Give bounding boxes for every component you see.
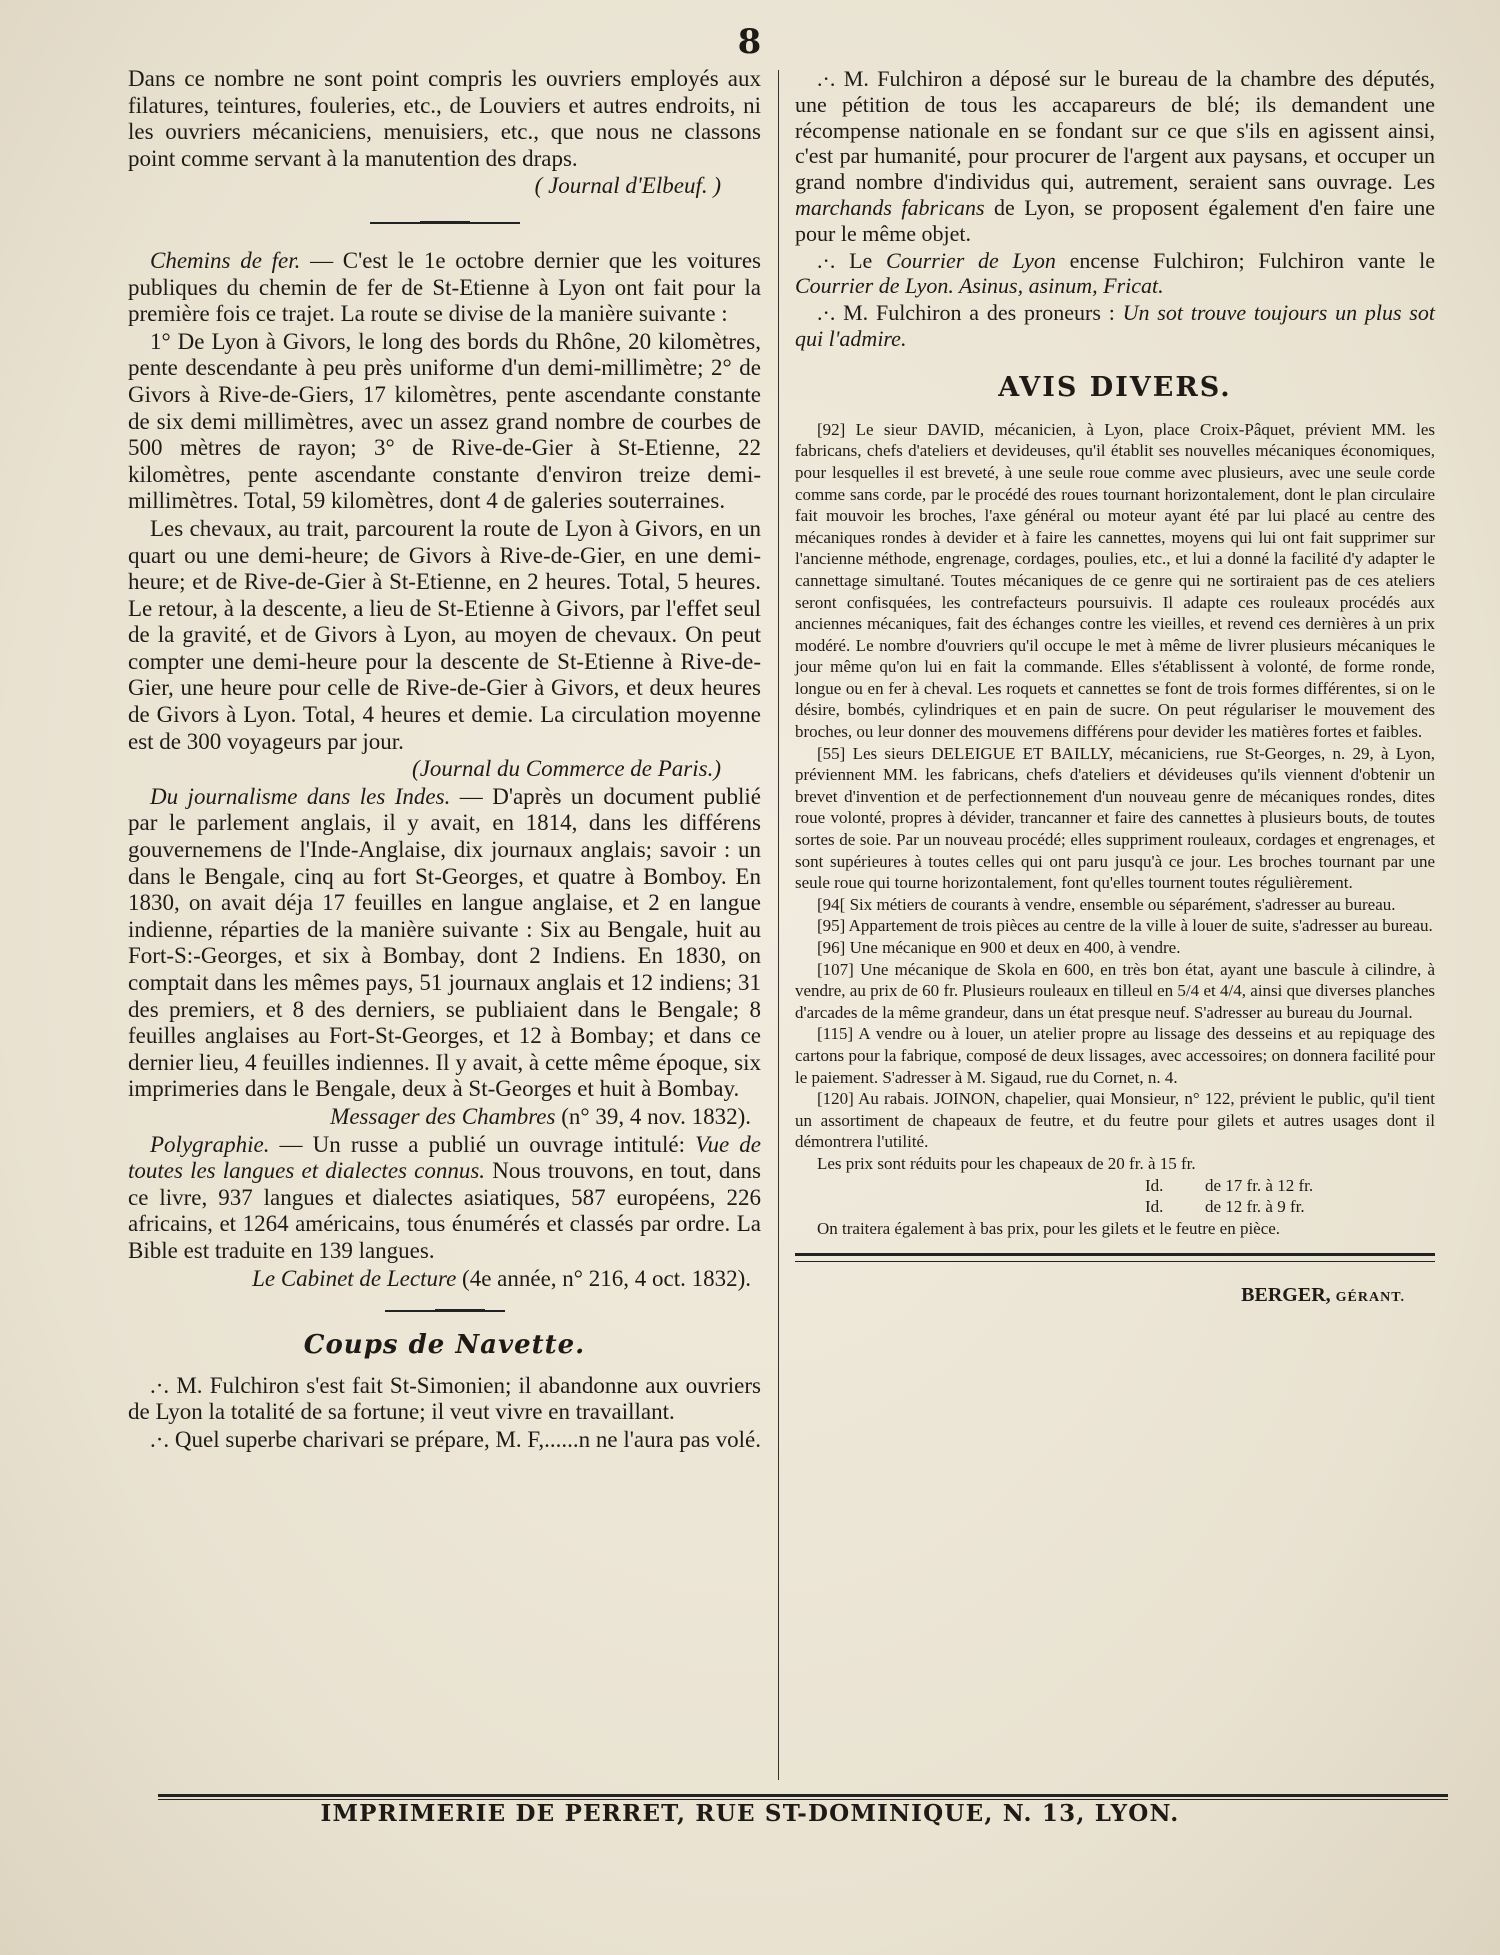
polygraphie-source-title: Le Cabinet de Lecture [252,1265,457,1291]
polygraphie-work-title: Vue de toutes les langues et dialectes connus. [128,1131,761,1184]
footer-rule [158,1794,1448,1797]
coups-title: Coups de Navette. [303,1330,586,1361]
signature-name: BERGER, [1241,1284,1331,1307]
journalisme-source [128,1104,761,1131]
signature [795,1284,1435,1307]
polygraphie-paragraph [128,1132,761,1265]
chemins-paragraph-2: 1° De Lyon à Givors, le long des bords du Rhône, 20 kilomètres, pente descendante à peu près uniforme d'un demi-millimètre; 2° de Givors à Rive-de-Giers, 17 kilomètres, pente ascendante constante de six demi millimètres, avec un assez grand nombre de courbes de 500 mètres de rayon; 3° de Rive-de-Gier à St-Etienne, 22 kilomètres, pente ascendante constante d'environ treize demi-millimètres. Total, 59 kilomètres, dont 4 de galeries souterraines. [128,328,761,514]
avis-item: [107] Une mécanique de Skola en 600, en très bon état, ayant une bascule à cilindre, à vendre, au prix de 60 fr. Plusieurs rouleaux en tilleul en 5/4 et 4/4, ainsi que diverses planches d'arcades de la même grandeur, dans un état presque neuf. S'adresser au bureau du Journal. [795,959,1435,1022]
price-line-3-label: Id. [1145,1197,1164,1217]
separator-rule-2 [385,1310,505,1312]
avis-item: [96] Une mécanique en 900 et deux en 400, à vendre. [817,938,1181,958]
price-line-2 [795,1175,1435,1197]
left-column [128,66,761,1455]
right-column [795,66,1435,1307]
chemins-source: (Journal du Commerce de Paris.) [412,756,721,782]
avis-item: [94[ Six métiers de courants à vendre, ensemble ou séparément, s'adresser au bureau. [817,894,1396,914]
price-line-3-value: de 12 fr. à 9 fr. [1205,1197,1305,1217]
journalisme-text: — D'après un document publié par le parlement anglais, il y avait, en 1814, dans les différens gouvernemens de l'Inde-Anglaise, dix journaux anglais; savoir : un dans le Bengale, cinq au fort St-Georges, et quatre à Bomboy. En 1830, on avait déja 17 feuilles en langue anglaise, et 2 en langue indienne, réparties de la manière suivante : Six au Bengale, huit au Fort-S:-Georges, et six à Bombay, dont 2 Indiens. En 1830, on comptait dans les mêmes pays, 51 journaux anglais et 12 indiens; 31 des premiers, et 8 des derniers, se publiaient dans le Bengale; 8 feuilles anglaises au Fort-St-Georges, et 12 à Bombay; et dans ce dernier lieu, 4 feuilles indiennes. Il y avait, à cette même époque, six imprimeries dans le Bengale, deux à St-Georges et huit à Bombay. [128,783,761,1102]
price-line-3 [795,1196,1435,1218]
avis-item: [115] A vendre ou à louer, un atelier propre au lissage des desseins et au repiquage des cartons pour la fabrique, composé de deux lissages, avec accessoires; on donnera facilité pour le paiement. S'adresser à M. Sigaud, rue du Cornet, n. 4. [795,1024,1435,1087]
journalisme-source-detail: (n° 39, 4 nov. 1832). [555,1103,751,1129]
chemins-lead: Chemins de fer. [150,247,301,273]
separator-rule [370,222,520,224]
polygraphie-text-a: — Un russe a publié un ouvrage intitulé: [269,1131,696,1157]
avis-item: [120] Au rabais. JOINON, chapelier, quai Monsieur, n° 122, prévient le public, qu'il tient un assortiment de chapeaux de feutre, et du feutre pour gilets et autres usages dont il démontrera l'utilité. [795,1089,1435,1152]
fulchiron-p2-italic1: Courrier de Lyon [886,247,1056,273]
avis-item: [92] Le sieur DAVID, mécanicien, à Lyon, place Croix-Pâquet, prévient MM. les fabricans, chefs d'ateliers et devideuses, qu'il établit ses nouvelles mécaniques économiques, pour lesquelles il est breveté, à une seule roue comme avec plusieurs, avec une seule corde comme sans corde, par le procédé des roues tournant horizontalement, dont le plan circulaire fait mouvoir les broches, l'axe général ou moteur ayant été par lui placé au centre des mécaniques rondes à devider et à faire les cannettes, moyens qui lui ont fait supprimer sur l'ancienne méthode, engrenage, cordages, poulies, etc., et lui a donné la facilité d'y adapter le cannettage simultané. Toutes mécaniques de ce genre qui ne sortiraient pas de ces ateliers seront confisquées, les contrefacteurs poursuivis. Il adapte ces rouleaux procédés aux anciennes mécaniques, fait des échanges contre les vieilles, et revend ces dernières à un prix modéré. Le nombre d'ouvriers qu'il occupe le met à même de livrer plusieurs mécaniques le jour même qu'on lui en fait la commande. Elles s'établissent à volonté, de forme ronde, longue ou en fer à cheval. Les roquets et cannettes se font de trois formes différentes, si on le désire, bombés, cylindriques et en pain de sucre. On peut régulariser le mouvement des broches, ou leur donner des mouvemens différens pour devider les matières fortes et faibles. [795,419,1435,742]
fulchiron-p2-b: encense Fulchiron; Fulchiron vante le [1055,247,1435,273]
price-line-2-label: Id. [1145,1175,1164,1195]
fulchiron-paragraph-1 [795,66,1435,247]
fulchiron-p2-a: .·. Le [817,247,887,273]
coups-item-1: .·. M. Fulchiron s'est fait St-Simonien; il abandonne aux ouvriers de Lyon la totalité de sa fortune; il veut vivre en travaillant. [128,1372,761,1425]
fulchiron-p2-italic2: Courrier de Lyon. Asinus, asinum, Fricat. [795,273,1164,299]
fulchiron-p3-a: .·. M. Fulchiron a des proneurs : [817,300,1123,326]
fulchiron-p1-italic: marchands fabricans [795,194,985,220]
intro-source: ( Journal d'Elbeuf. ) [534,173,721,199]
coups-item-2: .·. Quel superbe charivari se prépare, M. F,......n ne l'aura pas volé. [150,1426,761,1452]
chemins-paragraph-1 [128,248,761,328]
signature-role: GÉRANT. [1335,1290,1405,1306]
avis-list [795,419,1435,1153]
journalisme-lead: Du journalisme dans les Indes. [150,783,451,809]
fulchiron-paragraph-3 [795,300,1435,352]
price-intro: Les prix sont réduits pour les chapeaux de 20 fr. à 15 fr. [817,1153,1196,1173]
fulchiron-paragraph-2 [795,248,1435,300]
intro-paragraph: Dans ce nombre ne sont point compris les ouvriers employés aux filatures, teintures, fouleries, etc., de Louviers et autres endroits, ni les ouvriers mécaniciens, menuisiers, etc., que nous ne classons point comme servant à la manutention des draps. [128,66,761,171]
avis-item: [95] Appartement de trois pièces au centre de la ville à louer de suite, s'adresser au bureau. [817,916,1433,936]
price-closing: On traitera également à bas prix, pour les gilets et le feutre en pièce. [817,1218,1281,1238]
end-double-rule [795,1253,1435,1262]
fulchiron-p3-italic: Un sot trouve toujours un plus sot qui l'admire. [795,300,1435,351]
price-list [795,1153,1435,1239]
polygraphie-source-detail: (4e année, n° 216, 4 oct. 1832). [456,1265,751,1291]
fulchiron-p1-end: de Lyon, se proposent également d'en faire une pour le même objet. [795,194,1436,246]
polygraphie-source [128,1266,761,1293]
polygraphie-lead: Polygraphie. [150,1131,270,1157]
fulchiron-p1-text: .·. M. Fulchiron a déposé sur le bureau de la chambre des députés, une pétition de tous les accapareurs de blé; ils demandent une récompense nationale en se fondant sur ce que s'ils en agissent ainsi, c'est par humanité, pour procurer de l'argent aux paysans, et occuper un grand nombre d'individus qui, autrement, seraient sans ouvrage. Les [795,66,1435,195]
chemins-paragraph-3: Les chevaux, au trait, parcourent la route de Lyon à Givors, en un quart ou une demi-heure; de Givors à Rive-de-Gier, en une demi-heure; et de Rive-de-Gier à St-Etienne, en 2 heures. Total, 5 heures. Le retour, à la descente, a lieu de St-Etienne à Givors, par l'effet seul de la gravité, et de Givors à Lyon, au moyen de chevaux. On peut compter une demi-heure pour la descente de St-Etienne à Rive-de-Gier, une heure pour celle de Rive-de-Gier à Givors, et deux heures de Givors à Lyon. Total, 4 heures et demie. La circulation moyenne est de 300 voyageurs par jour. [128,515,761,754]
avis-item: [55] Les sieurs DELEIGUE ET BAILLY, mécaniciens, rue St-Georges, n. 29, à Lyon, préviennent MM. les fabricans, chefs d'ateliers et dévideuses qu'ils viennent d'obtenir un brevet d'invention et de perfectionnement d'un nouveau genre de mécaniques rondes, dites roue volonté, propres à dévider, trancanner et faire des cannettes à plusieurs bouts, de toutes sortes de soie. Par un nouveau procédé; elles suppriment rouleaux, cordages et engrenages, et sont supérieures à toutes celles qui ont paru jusqu'à ce jour. Les broches tournant par une seule roue qui tourne horizontalement, font qu'elles tournent toutes régulièrement. [795,743,1435,893]
avis-divers-title: AVIS DIVERS. [998,371,1232,403]
imprint-line: IMPRIMERIE DE PERRET, RUE ST-DOMINIQUE, N. 13, LYON. [320,1800,1180,1827]
journalisme-paragraph [128,784,761,1103]
page-number: 8 [737,22,763,62]
chemins-text-1: — C'est le 1e octobre dernier que les voitures publiques du chemin de fer de St-Etienne à Lyon ont fait pour la première fois ce trajet. La route se divise de la manière suivante : [128,247,761,327]
price-line-2-value: de 17 fr. à 12 fr. [1205,1175,1314,1195]
column-divider [778,70,779,1780]
journalisme-source-title: Messager des Chambres [330,1103,556,1129]
polygraphie-text-b: Nous trouvons, en tout, dans ce livre, 937 langues et dialectes asiatiques, 587 européens, 226 africains, et 1264 américains, tous énumérés et classés par ordre. La Bible est traduite en 139 langues. [128,1158,761,1263]
